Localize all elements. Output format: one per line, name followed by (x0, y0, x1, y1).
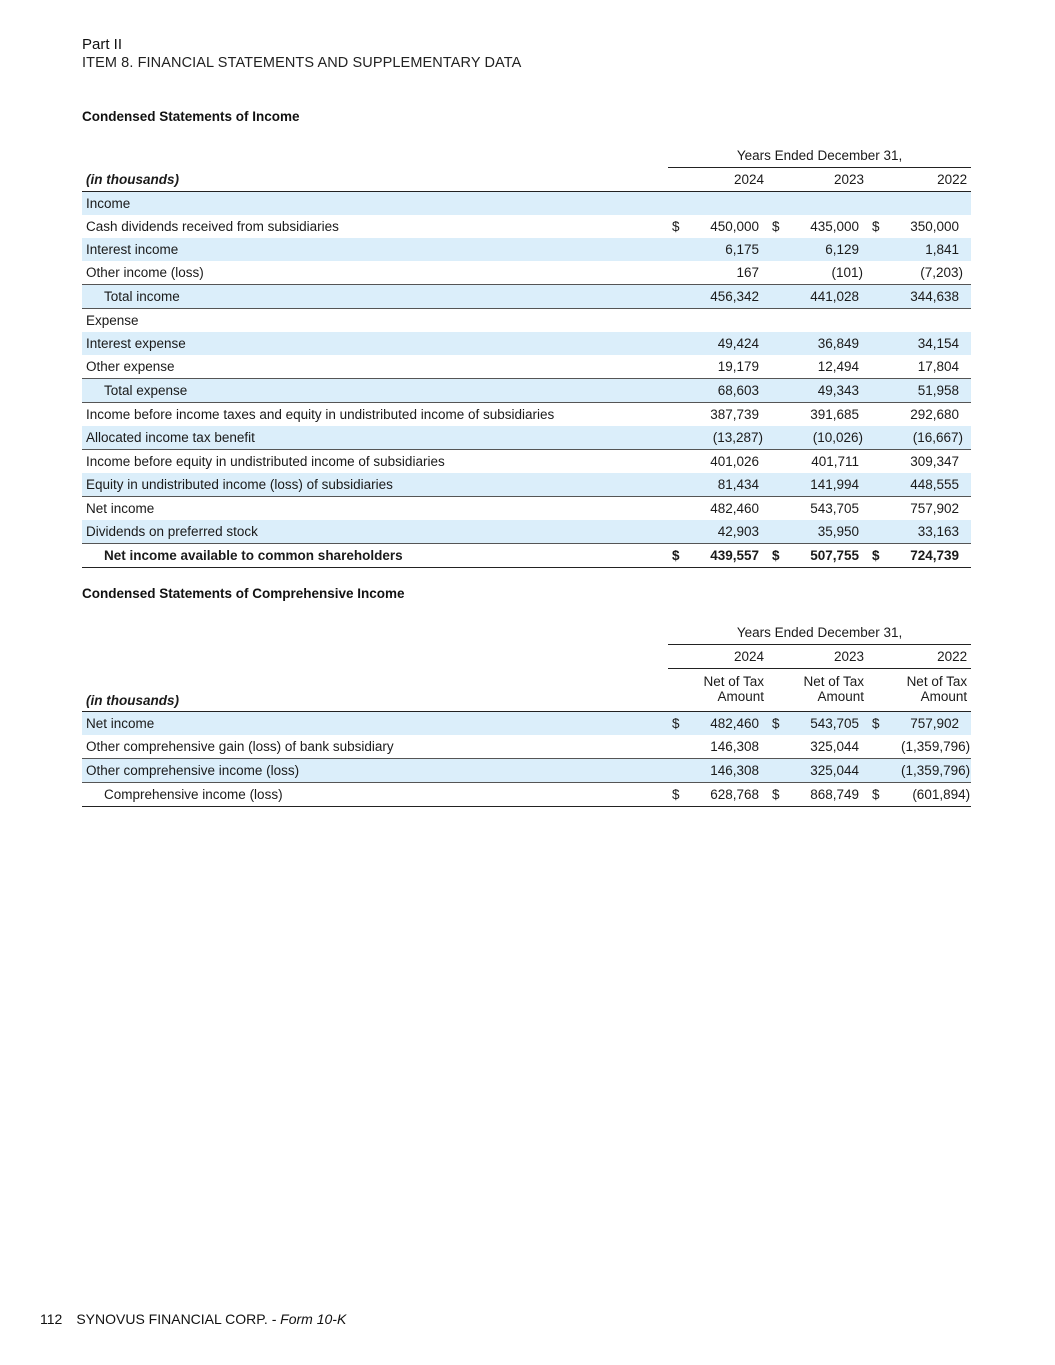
value-cell: 450,000 (710, 219, 759, 234)
value-cell: 401,026 (710, 454, 759, 469)
row-label: Other expense (82, 355, 668, 379)
table-row (82, 261, 971, 285)
units-label: (in thousands) (82, 669, 668, 712)
row-label: Net income (86, 501, 155, 516)
value-cell: 19,179 (686, 355, 763, 379)
income-statement-title: Condensed Statements of Income (82, 109, 300, 124)
row-label: Net income available to common shareholders (82, 544, 668, 568)
table-row (82, 215, 971, 238)
value-cell: 35,950 (786, 520, 863, 544)
value-cell: 344,638 (886, 285, 963, 309)
comprehensive-income-table (82, 620, 971, 807)
table-row (82, 238, 971, 261)
row-label: Total income (82, 285, 668, 309)
currency-symbol: $ (872, 219, 880, 234)
table-row (82, 735, 971, 759)
value-cell: (10,026) (786, 426, 863, 450)
value-cell: 325,044 (786, 735, 863, 759)
part-heading: Part II (82, 36, 123, 53)
table-row (82, 783, 971, 807)
currency-symbol: $ (868, 712, 886, 736)
value-cell: (7,203) (886, 261, 963, 285)
row-label: Income before equity in undistributed income of subsidiaries (86, 454, 445, 469)
currency-symbol: $ (668, 783, 686, 807)
value-cell: 868,749 (786, 783, 863, 807)
column-label: Net of Tax (703, 674, 764, 689)
table-row (82, 712, 971, 736)
value-cell: 543,705 (810, 501, 859, 516)
table-row (82, 497, 971, 521)
value-cell: 543,705 (786, 712, 863, 736)
value-cell: (101) (786, 261, 863, 285)
value-cell: 401,711 (811, 454, 859, 469)
value-cell: 17,804 (886, 355, 963, 379)
value-cell: 36,849 (786, 332, 863, 355)
year-header: 2023 (768, 645, 868, 669)
value-cell: 350,000 (910, 219, 959, 234)
currency-symbol: $ (868, 544, 886, 568)
year-header: 2022 (868, 168, 971, 192)
value-cell: 435,000 (810, 219, 859, 234)
currency-symbol: $ (668, 544, 686, 568)
table-row (82, 379, 971, 403)
value-cell: 309,347 (910, 454, 959, 469)
value-cell: 1,841 (886, 238, 963, 261)
year-header: 2024 (668, 168, 768, 192)
value-cell: 292,680 (910, 407, 959, 422)
value-cell: 448,555 (886, 473, 963, 497)
currency-symbol: $ (668, 712, 686, 736)
currency-symbol: $ (772, 219, 780, 234)
value-cell: 146,308 (686, 735, 763, 759)
row-label: Total expense (82, 379, 668, 403)
year-header: 2023 (768, 168, 868, 192)
income-statement-table (82, 143, 971, 568)
value-cell: (1,359,796) (886, 759, 971, 783)
row-label: Net income (82, 712, 668, 736)
row-label: Dividends on preferred stock (82, 520, 668, 544)
table-row (82, 544, 971, 568)
value-cell: (1,359,796) (886, 735, 971, 759)
row-label: Interest income (82, 238, 668, 261)
value-cell: 33,163 (886, 520, 963, 544)
section-label: Income (82, 192, 668, 216)
value-cell: 81,434 (686, 473, 763, 497)
table-row (82, 473, 971, 497)
row-label: Other comprehensive gain (loss) of bank subsidiary (82, 735, 668, 759)
table-row (82, 403, 971, 427)
form-type: - Form 10-K (267, 1311, 347, 1327)
year-header: 2022 (868, 645, 971, 669)
row-label: Other comprehensive income (loss) (82, 759, 668, 783)
value-cell: 167 (686, 261, 763, 285)
column-label: Net of Tax (906, 674, 968, 689)
currency-symbol: $ (672, 219, 680, 234)
table-row (82, 759, 971, 783)
row-label: Comprehensive income (loss) (82, 783, 668, 807)
comprehensive-income-title: Condensed Statements of Comprehensive Income (82, 586, 405, 601)
value-cell: 68,603 (686, 379, 763, 403)
currency-symbol: $ (768, 544, 786, 568)
value-cell: 49,343 (786, 379, 863, 403)
value-cell: 757,902 (910, 501, 959, 516)
currency-symbol: $ (768, 712, 786, 736)
value-cell: 724,739 (886, 544, 963, 568)
row-label: Allocated income tax benefit (82, 426, 668, 450)
value-cell: 439,557 (686, 544, 763, 568)
value-cell: 51,958 (886, 379, 963, 403)
table-row (82, 332, 971, 355)
value-cell: 456,342 (686, 285, 763, 309)
column-label: Amount (920, 689, 968, 704)
column-label: Net of Tax (803, 674, 864, 689)
item-heading: ITEM 8. FINANCIAL STATEMENTS AND SUPPLEMENTARY DATA (82, 55, 522, 71)
value-cell: 387,739 (710, 407, 759, 422)
years-caption: Years Ended December 31, (668, 143, 971, 168)
value-cell: 12,494 (786, 355, 863, 379)
value-cell: (13,287) (686, 426, 763, 450)
column-label: Amount (817, 689, 864, 704)
value-cell: 628,768 (686, 783, 763, 807)
value-cell: 441,028 (786, 285, 863, 309)
year-header: 2024 (668, 645, 768, 669)
table-row (82, 192, 971, 216)
value-cell: 6,175 (686, 238, 763, 261)
row-label: Equity in undistributed income (loss) of subsidiaries (82, 473, 668, 497)
value-cell: 507,755 (786, 544, 863, 568)
company-name: SYNOVUS FINANCIAL CORP. (76, 1311, 268, 1327)
value-cell: (601,894) (886, 783, 971, 807)
table-row (82, 355, 971, 379)
units-label: (in thousands) (82, 168, 668, 192)
column-label: Amount (717, 689, 764, 704)
value-cell: 482,460 (686, 712, 763, 736)
table-row (82, 285, 971, 309)
value-cell: 49,424 (686, 332, 763, 355)
table-row (82, 426, 971, 450)
row-label: Other income (loss) (82, 261, 668, 285)
currency-symbol: $ (768, 783, 786, 807)
value-cell: 34,154 (886, 332, 963, 355)
table-row (82, 309, 971, 333)
row-label: Income before income taxes and equity in undistributed income of subsidiaries (86, 407, 555, 422)
value-cell: 6,129 (786, 238, 863, 261)
value-cell: 482,460 (710, 501, 759, 516)
years-caption: Years Ended December 31, (668, 620, 971, 645)
value-cell: 391,685 (810, 407, 859, 422)
value-cell: 146,308 (686, 759, 763, 783)
value-cell: 141,994 (786, 473, 863, 497)
row-label: Cash dividends received from subsidiaries (86, 219, 339, 234)
table-row (82, 450, 971, 474)
value-cell: 757,902 (886, 712, 963, 736)
currency-symbol: $ (868, 783, 886, 807)
row-label: Interest expense (82, 332, 668, 355)
value-cell: 325,044 (786, 759, 863, 783)
value-cell: 42,903 (686, 520, 763, 544)
table-row (82, 520, 971, 544)
value-cell: (16,667) (886, 426, 963, 450)
page-footer (40, 1311, 346, 1327)
section-label: Expense (86, 313, 139, 328)
page-number: 112 (40, 1311, 63, 1327)
